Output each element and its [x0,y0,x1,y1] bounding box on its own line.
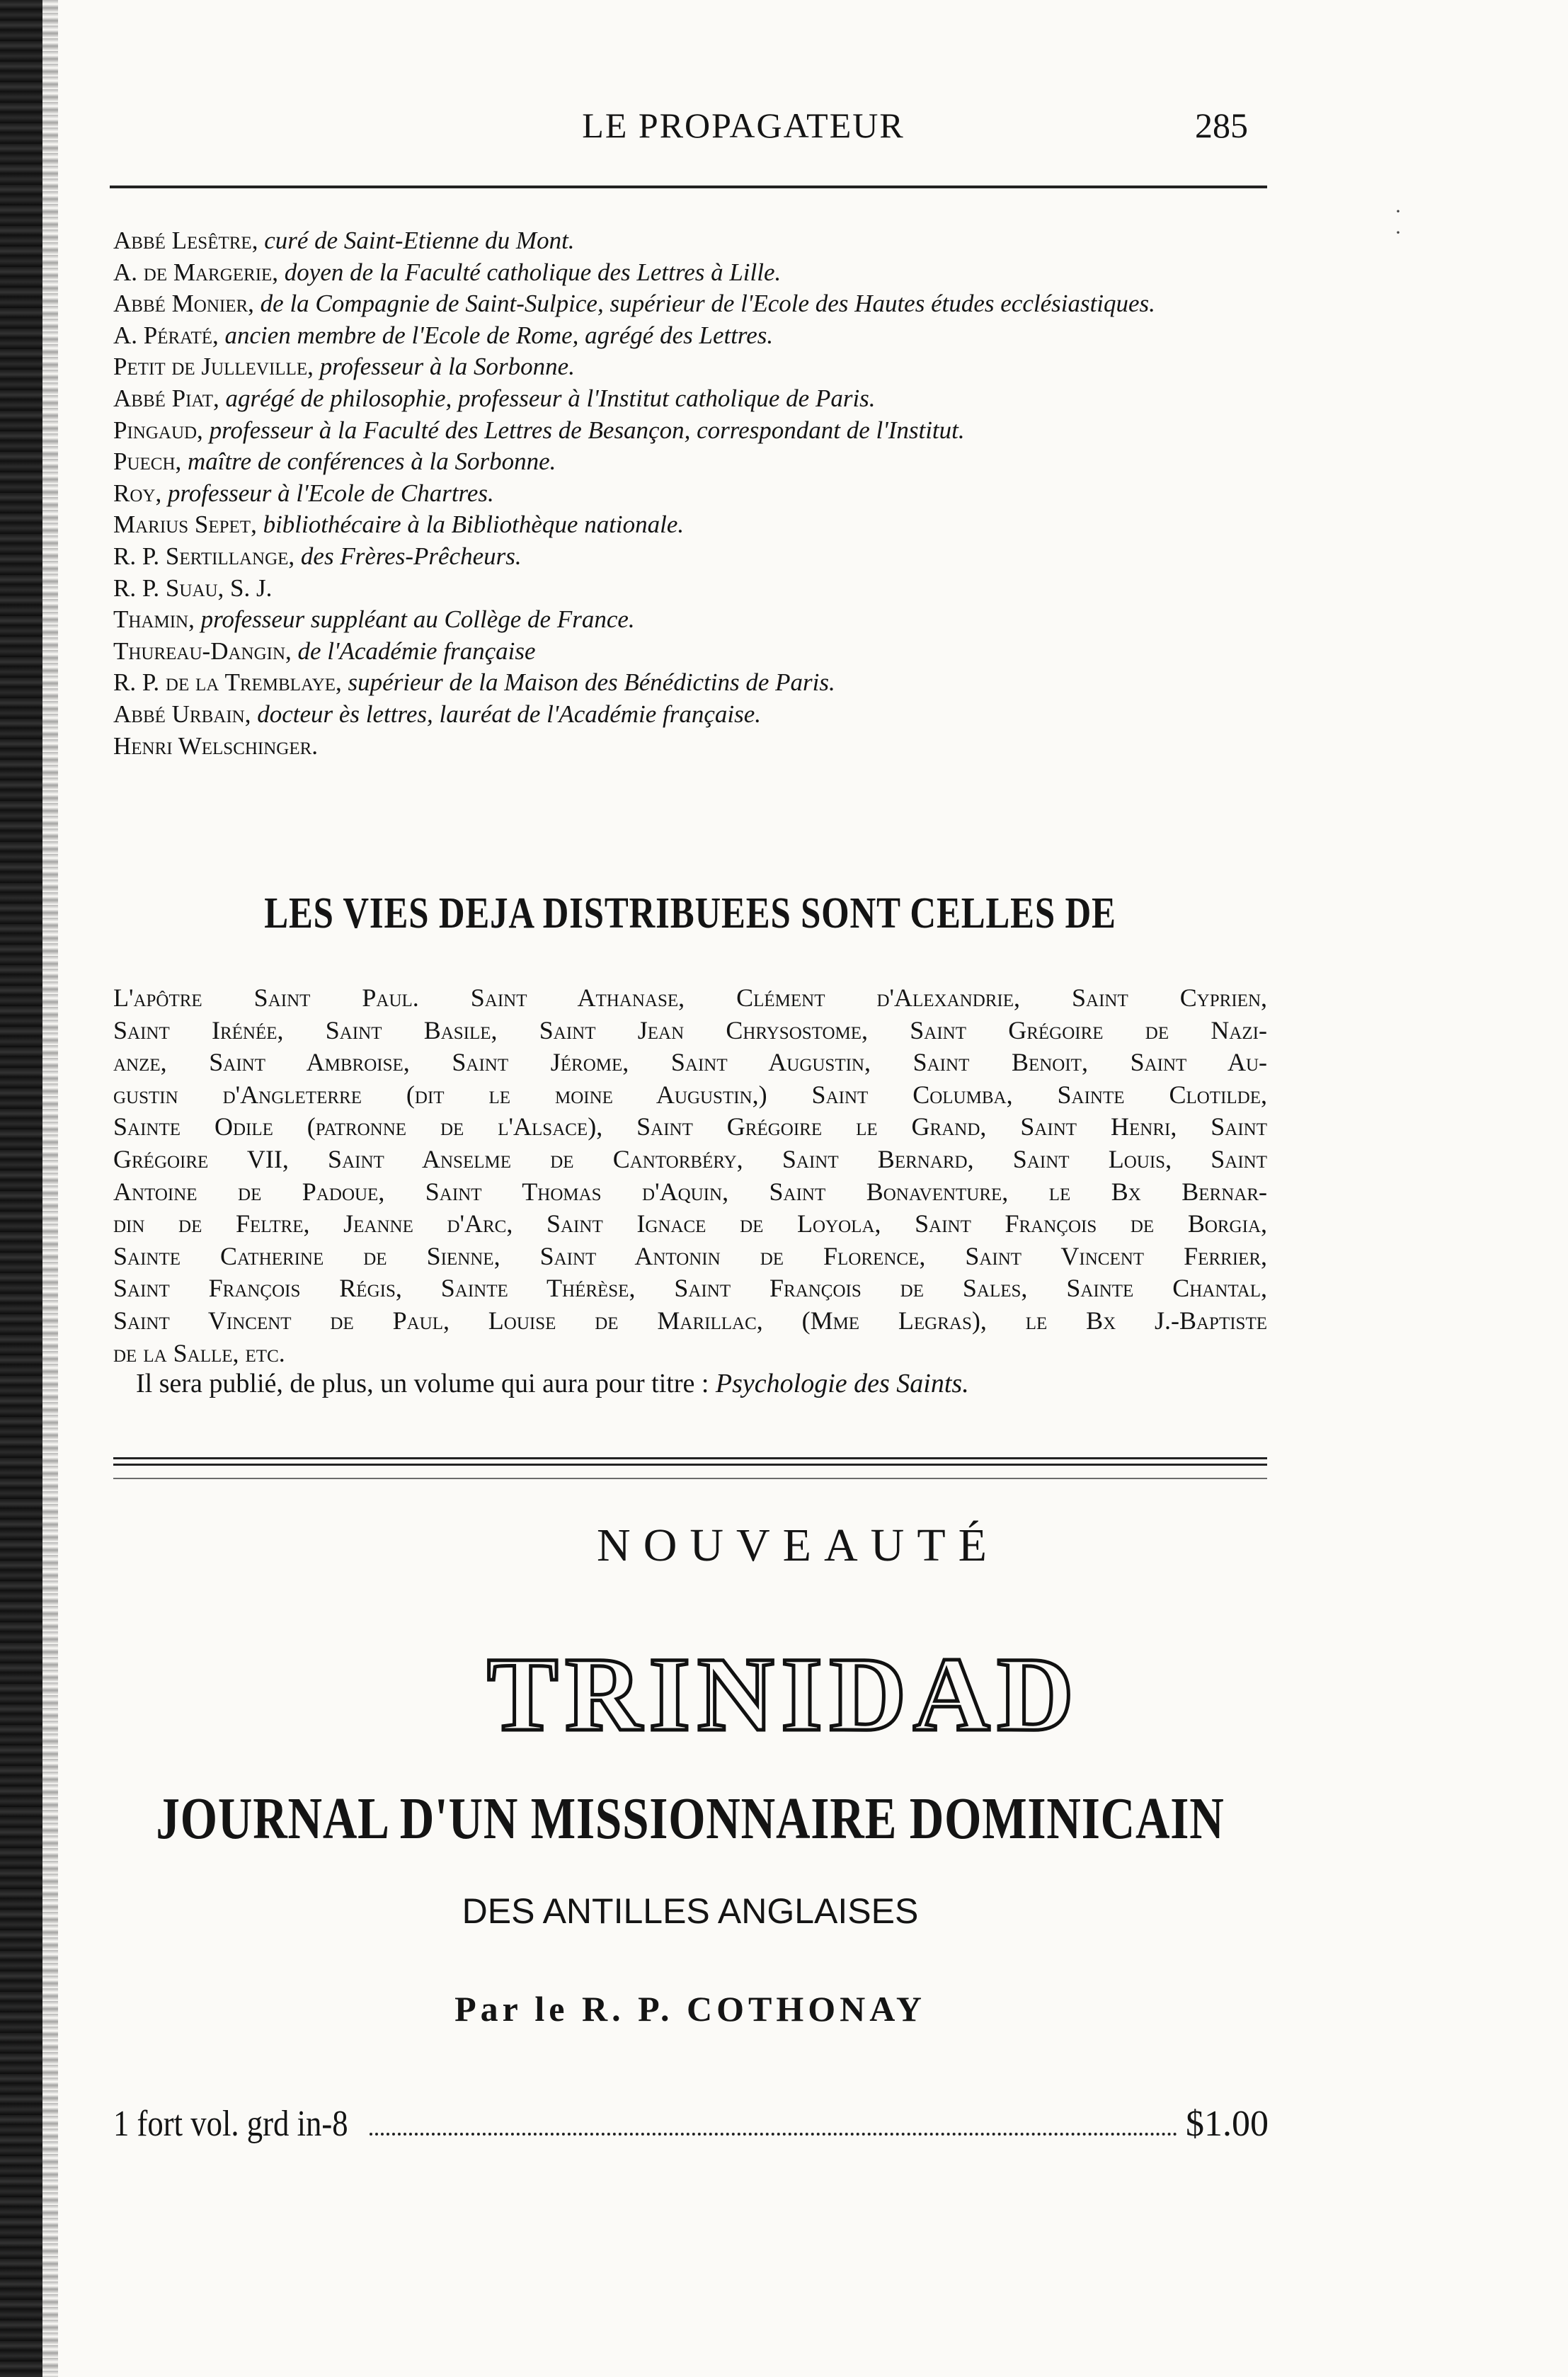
contributor-role: doyen de la Faculté catholique des Lettres à Lille. [278,258,782,286]
saints-line: Saint François Régis, Sainte Thérèse, Saint François de Sales, Sainte Chantal, [113,1274,1267,1303]
scan-speck: · [1395,200,1402,223]
contributor-entry [113,731,1274,763]
divider-rule [113,1464,1267,1466]
contributor-entry [113,573,1274,605]
section-heading: LES VIES DEJA DISTRIBUEES SONT CELLES DE [264,889,1116,937]
contributor-name: R. P. Suau, S. J. [113,574,273,602]
contributor-entry [113,699,1274,731]
saints-line: din de Feltre, Jeanne d'Arc, Saint Ignace de Loyola, Saint François de Borgia, [113,1209,1267,1238]
contributor-entry [113,383,1274,415]
contributor-role: professeur suppléant au Collège de France. [194,605,635,634]
contributor-name: A. Pératé, [113,321,219,349]
contributors-list [113,225,1274,762]
book-author: Par le R. P. COTHONAY [454,1989,926,2029]
contributor-role: curé de Saint-Etienne du Mont. [258,227,575,254]
publication-note [113,1368,1267,1399]
contributor-role: supérieur de la Maison des Bénédictins de Paris. [341,668,835,697]
contributor-entry [113,478,1274,510]
contributor-name: Abbé Monier, [113,290,254,318]
saints-line: gustin d'Angleterre (dit le moine Augustin,) Saint Columba, Sainte Clotilde, [113,1080,1267,1109]
contributor-entry [113,257,1274,289]
contributor-name: A. de Margerie, [113,258,279,286]
note-text: Il sera publié, de plus, un volume qui aura pour titre : [136,1369,716,1398]
running-title: LE PROPAGATEUR [582,106,905,145]
contributor-name: Thureau-Dangin, [113,637,292,665]
dot-leader [370,2133,1177,2136]
saints-line: anze, Saint Ambroise, Saint Jérome, Saint Augustin, Saint Benoit, Saint Au- [113,1048,1267,1077]
saints-line: Sainte Odile (patronne de l'Alsace), Saint Grégoire le Grand, Saint Henri, Saint [113,1112,1267,1141]
contributor-name: Thamin, [113,605,195,634]
contributor-entry [113,604,1274,636]
book-title: Psychologie des Saints. [715,1369,969,1398]
contributor-entry [113,541,1274,573]
contributor-entry [113,288,1274,320]
saints-line: Sainte Catherine de Sienne, Saint Antonin de Florence, Saint Vincent Ferrier, [113,1241,1267,1270]
saints-line: Antoine de Padoue, Saint Thomas d'Aquin, Saint Bonaventure, le Bx Bernar- [113,1177,1267,1206]
book-subtitle-secondary: DES ANTILLES ANGLAISES [462,1891,919,1931]
page-number: 285 [1195,106,1248,145]
saints-line: Grégoire VII, Saint Anselme de Cantorbéry, Saint Bernard, Saint Louis, Saint [113,1144,1267,1173]
header-rule [110,186,1267,188]
price-line [113,2103,1269,2145]
contributor-name: Pingaud, [113,416,203,444]
contributor-entry [113,225,1274,257]
saints-line: Saint Vincent de Paul, Louise de Marillac, (Mme Legras), le Bx J.-Baptiste [113,1306,1267,1335]
contributor-role: bibliothécaire à la Bibliothèque nationale. [256,511,685,539]
contributor-name: Roy, [113,479,162,507]
contributor-role: de la Compagnie de Saint-Sulpice, supérieur de l'Ecole des Hautes études ecclésiastiques. [253,290,1155,318]
divider-rule [113,1457,1267,1459]
contributor-role: maître de conférences à la Sorbonne. [181,448,556,476]
contributor-role: professeur à la Sorbonne. [313,353,575,381]
saints-line: L'apôtre Saint Paul. Saint Athanase, Clément d'Alexandrie, Saint Cyprien, [113,984,1267,1012]
contributor-name: R. P. de la Tremblaye, [113,668,342,697]
contributor-name: R. P. Sertillange, [113,542,295,570]
contributor-role: des Frères-Prêcheurs. [294,542,522,570]
new-release-label: NOUVEAUTÉ [597,1520,1000,1571]
saints-line: de la Salle, etc. [113,1338,285,1367]
contributor-name: Marius Sepet, [113,511,257,539]
contributor-entry [113,509,1274,541]
contributor-name: Henri Welschinger. [113,731,319,760]
contributor-entry [113,351,1274,383]
contributor-name: Puech, [113,448,182,476]
book-subtitle: JOURNAL D'UN MISSIONNAIRE DOMINICAIN [156,1786,1225,1852]
contributor-role: docteur ès lettres, lauréat de l'Académie française. [251,700,762,728]
contributor-entry [113,636,1274,668]
divider-rule [113,1478,1267,1479]
saints-list [113,982,1267,1369]
contributor-role: de l'Académie française [291,637,536,665]
item-price: $1.00 [1186,2104,1269,2144]
contributor-role: professeur à l'Ecole de Chartres. [161,479,494,507]
contributor-name: Abbé Piat, [113,384,219,412]
contributor-name: Abbé Lesêtre, [113,227,258,254]
contributor-entry [113,320,1274,352]
contributor-role: agrégé de philosophie, professeur à l'Institut catholique de Paris. [219,384,876,412]
contributor-entry [113,446,1274,478]
scan-speck: · [1395,221,1402,244]
contributor-entry [113,415,1274,447]
contributor-role: ancien membre de l'Ecole de Rome, agrégé des Lettres. [218,321,774,349]
contributor-entry [113,667,1274,699]
contributor-name: Petit de Julleville, [113,353,314,381]
book-masthead: TRINIDAD [487,1636,1081,1753]
item-description: 1 fort vol. grd in-8 [113,2104,348,2144]
contributor-role: professeur à la Faculté des Lettres de Besançon, correspondant de l'Institut. [202,416,965,444]
contributor-name: Abbé Urbain, [113,700,251,728]
saints-line: Saint Irénée, Saint Basile, Saint Jean Chrysostome, Saint Grégoire de Nazi- [113,1015,1267,1044]
